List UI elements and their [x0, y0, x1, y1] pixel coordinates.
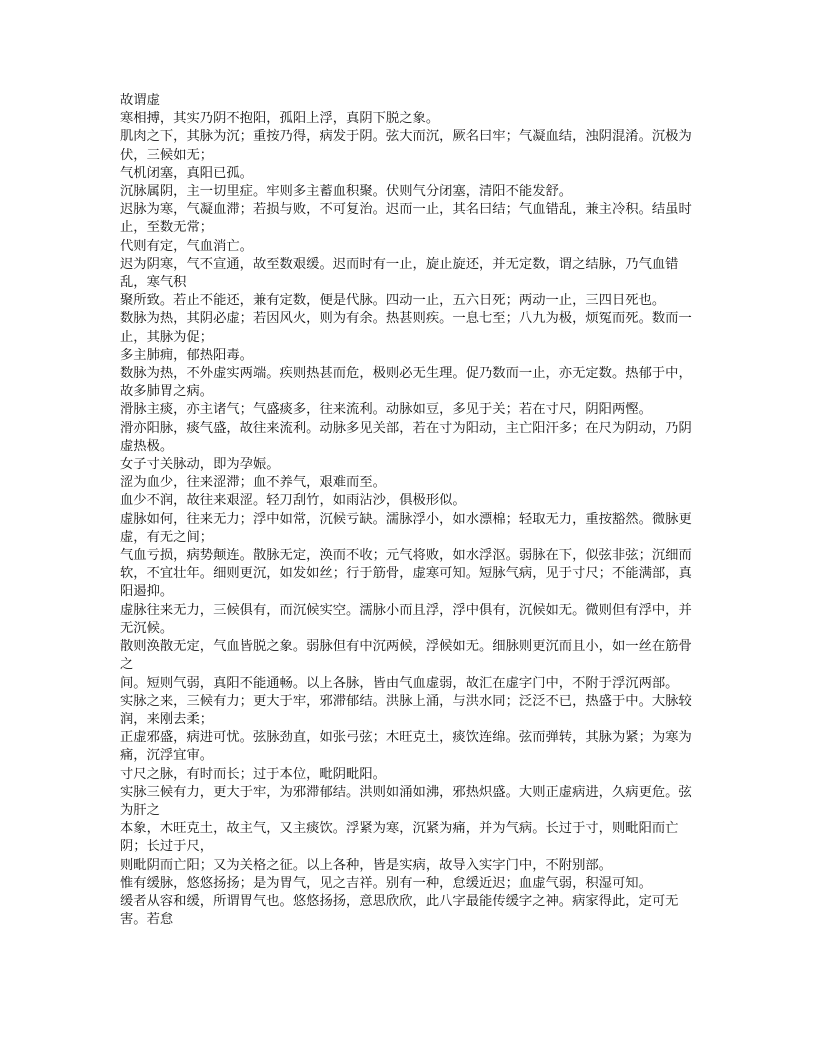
text-line: 沉脉属阴，主一切里症。牢则多主蓄血积聚。伏则气分闭塞，清阳不能发舒。	[120, 184, 573, 200]
text-line: 实脉之来，三候有力；更大于牢，邪滞郁结。洪脉上涌，与洪水同；泛泛不已，热盛于中。大脉较润，来刚去柔；	[120, 693, 692, 727]
text-line: 缓者从容和缓，所谓胃气也。悠悠扬扬，意思欣欣，此八字最能传缓字之神。病家得此，定可无害。若怠	[120, 893, 679, 928]
text-line: 正虚邪盛，病进可忧。弦脉劲直，如张弓弦；木旺克土，痰饮连绵。弦而弹转，其脉为紧；为寒为痛，沉浮宜审。	[120, 730, 692, 764]
text-line: 滑亦阳脉，痰气盛，故往来流利。动脉多见关部，若在寸为阳动，主亡阳汗多；在尺为阴动，乃阴虚热极。	[120, 420, 692, 454]
text-line: 虚脉往来无力，三候俱有，而沉候实空。濡脉小而且浮，浮中俱有，沉候如无。微则但有浮中，并无沉候。	[120, 602, 692, 636]
text-line: 聚所致。若止不能还，兼有定数，便是代脉。四动一止，五六日死；两动一止，三四日死也。	[120, 293, 666, 309]
text-line: 多主肺痈，郁热阳毒。	[120, 347, 253, 363]
text-line: 涩为血少，往来涩滞；血不养气，艰难而至。	[120, 475, 386, 491]
text-line: 迟为阴寒，气不宣通，故至数艰缓。迟而时有一止，旋止旋还，并无定数，谓之结脉，乃气血错乱，寒气积	[120, 256, 679, 291]
text-line: 寒相搏，其实乃阴不抱阳，孤阳上浮，真阴下脱之象。	[120, 111, 440, 127]
text-line: 气机闭塞，真阳已孤。	[120, 165, 253, 181]
text-line: 滑脉主痰，亦主诸气；气盛痰多，往来流利。动脉如豆，多见于关；若在寸尺，阴阳两慳。	[120, 402, 652, 418]
text-line: 寸尺之脉，有时而长；过于本位，毗阴毗阳。	[120, 766, 386, 782]
text-line: 血少不润，故往来艰涩。轻刀刮竹，如雨沾沙，俱极形似。	[120, 493, 466, 509]
text-line: 软，不宜壮年。细则更沉，如发如丝；行于筋骨，虚寒可知。短脉气病，见于寸尺；不能满部，真阳遏抑。	[120, 566, 692, 600]
text-line: 数脉为热，其阴必虚；若因风火，则为有余。热甚则疾。一息七至；八九为极，烦冤而死。数而一止，其脉为促；	[120, 311, 692, 345]
text-line: 本象，木旺克土，故主气，又主痰饮。浮紧为寒，沉紧为痛，并为气病。长过于寸，则毗阳而亡阴；长过于尺，	[120, 821, 679, 855]
text-line: 气血亏损，病势颠连。散脉无定，涣而不收；元气将败，如水浮沤。弱脉在下，似弦非弦；沉细而	[120, 548, 692, 564]
document-body	[120, 92, 698, 929]
text-line: 数脉为热，不外虚实两端。疾则热甚而危，极则必无生理。促乃数而一止，亦无定数。热郁于中，故多肺胃之病。	[120, 366, 692, 400]
text-line: 肌肉之下，其脉为沉；重按乃得，病发于阴。弦大而沉，厥名曰牢；气凝血结，浊阴混淆。沉极为伏，三候如无；	[120, 129, 692, 163]
text-line: 则毗阴而亡阳；又为关格之征。以上各种，皆是实病，故导入实字门中，不附别部。	[120, 857, 612, 873]
text-line: 故谓虚	[120, 93, 160, 108]
text-line: 散则涣散无定，气血皆脱之象。弱脉但有中沉两候，浮候如无。细脉则更沉而且小，如一丝在筋骨之	[120, 639, 692, 673]
text-line: 惟有缓脉，悠悠扬扬；是为胃气，见之吉祥。别有一种，怠缓近迟；血虚气弱，积湿可知。	[120, 875, 652, 891]
text-line: 迟脉为寒，气凝血滞；若损与败，不可复治。迟而一止，其名曰结；气血错乱，兼主冷积。结虽时止，至数无常；	[120, 202, 692, 236]
text-line: 间。短则气弱，真阳不能通畅。以上各脉，皆由气血虚弱，故汇在虚字门中，不附于浮沉两部。	[120, 675, 679, 691]
text-line: 代则有定，气血消亡。	[120, 238, 253, 254]
text-line: 女子寸关脉动，即为孕娠。	[120, 457, 280, 473]
text-line: 虚脉如何，往来无力；浮中如常，沉候亏缺。濡脉浮小，如水漂棉；轻取无力，重按豁然。微脉更虚，有无之间；	[120, 511, 692, 545]
text-line: 实脉三候有力，更大于牢，为邪滞郁结。洪则如涌如沸，邪热炽盛。大则正虚病进，久病更危。弦为肝之	[120, 784, 692, 818]
